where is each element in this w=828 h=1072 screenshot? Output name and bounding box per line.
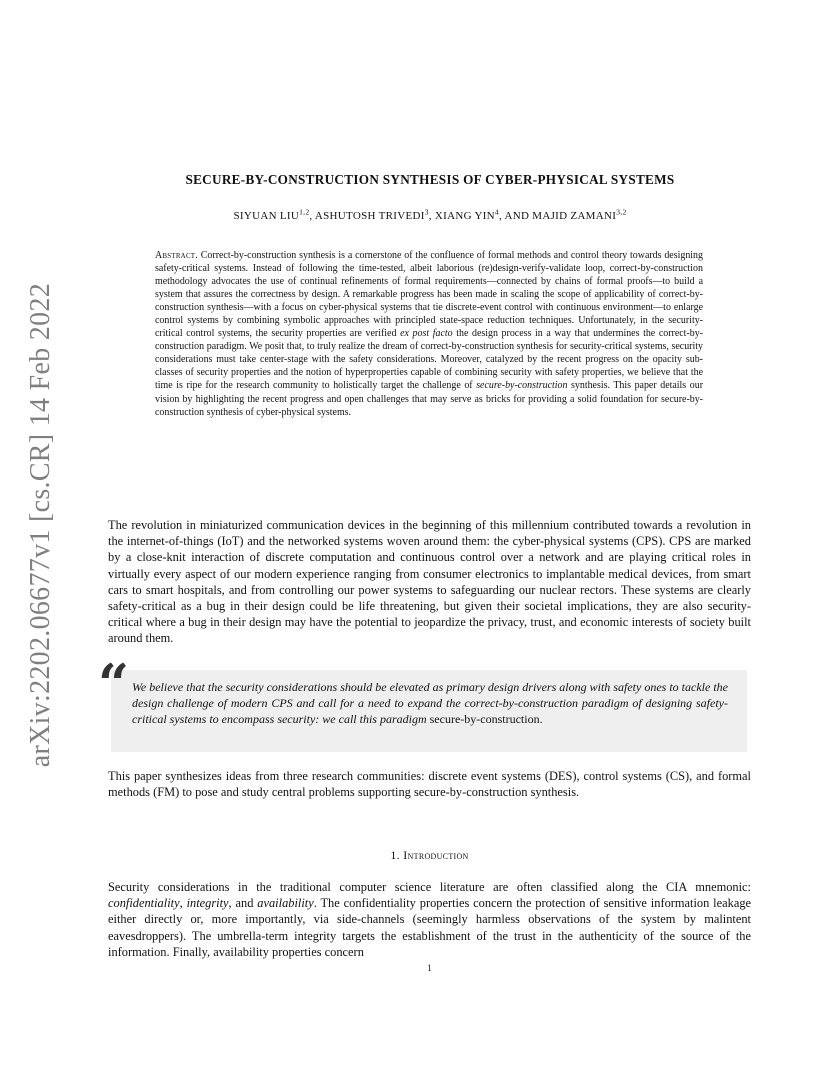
abstract-emphasis: ex post facto bbox=[400, 328, 453, 340]
author-name: , ASHUTOSH TRIVEDI bbox=[309, 210, 425, 222]
synthesis-paragraph: This paper synthesizes ideas from three research communities: discrete event systems (DES), control systems (CS), and formal methods (FM) to pose and study central problems supporting secure-by-construction synthesis. bbox=[108, 769, 751, 800]
affiliation-mark: 4 bbox=[494, 207, 499, 217]
author-name: SIYUAN LIU bbox=[233, 210, 300, 222]
abstract-text: Correct-by-construction synthesis is a cornerstone of the confluence of formal methods and control theory towards designing safety-critical systems. Instead of following the time-tested, albeit laborious (re)design-verify-validate loop, correct-by-construction methodology advocates the use of continual refinements of formal requirements—connected by chains of formal proofs—to build a system that assures the correctness by design. A remarkable progress has been made in scaling the scope of applicability of correct-by-construction synthesis—with a focus on cyber-physical systems that tie discrete-event control with continuous environment—to enlarge control systems by combining symbolic approaches with principled state-space reduction techniques. Unfortunately, in the security-critical control systems, the security properties are verified bbox=[155, 250, 703, 340]
quote-term: secure-by-construction. bbox=[429, 712, 543, 726]
arxiv-identifier: arXiv:2202.06677v1 [cs.CR] 14 Feb 2022 bbox=[25, 282, 56, 768]
section-heading bbox=[108, 848, 751, 863]
cia-text: Security considerations in the traditional computer science literature are often classified along the CIA mnemonic: bbox=[108, 880, 751, 894]
quote-mark-icon: “ bbox=[98, 652, 130, 716]
quote-text bbox=[132, 679, 728, 727]
abstract-text: synthesis. This paper details our vision by highlighting the recent progress and open challenges that may serve as bricks for providing a solid foundation for secure-by-construction synthesis of cyber-physical systems. bbox=[155, 380, 704, 418]
paper-title: SECURE-BY-CONSTRUCTION SYNTHESIS OF CYBER-PHYSICAL SYSTEMS bbox=[185, 172, 675, 187]
section-title: Introduction bbox=[403, 848, 469, 862]
page-number: 1 bbox=[427, 963, 432, 973]
cia-term: availability bbox=[257, 896, 314, 911]
arxiv-side-stamp bbox=[14, 282, 68, 768]
intro-paragraph: The revolution in miniaturized communication devices in the beginning of this millennium contributed towards a revolution in the internet-of-things (IoT) and the networked systems woven around them: the cyber-physical systems (CPS). CPS are marked by a close-knit interaction of discrete computation and continuous control over a network and are playing critical roles in virtually every aspect of our modern experience ranging from consumer electronics to implantable medical devices, from smart cars to smart hospitals, and from controlling our power systems to safeguarding our nuclear rectors. These systems are clearly safety-critical as a bug in their design could be life threatening, but given their societal implications, they are also security-critical where a bug in their design may have the potential to jeopardize the privacy, trust, and economic interests of society built around them. bbox=[108, 518, 751, 646]
section-number: 1. bbox=[390, 848, 404, 862]
author-name: , AND MAJID ZAMANI bbox=[498, 210, 617, 222]
abstract-text: the design process in a way that undermines the correct-by-construction paradigm. We posit that, to truly realize the dream of correct-by-construction synthesis for security-critical systems, security considerations must take center-stage with the safety considerations. Moreover, catalyzed by the recent progress on the opacity sub-classes of security properties and the notion of hyperproperties capable of combining security with safety properties, we believe that the time is ripe for the research community to holistically target the challenge of bbox=[155, 328, 703, 392]
cia-term: confidentiality bbox=[108, 896, 180, 911]
abstract-emphasis: secure-by-construction bbox=[476, 380, 568, 392]
quote-body: We believe that the security considerations should be elevated as primary design drivers along with safety ones to tackle the design challenge of modern CPS and call for a need to expand the correct-by-construction paradigm of designing safety-critical systems to encompass security: we call this paradigm bbox=[132, 680, 728, 726]
author-list bbox=[108, 207, 752, 222]
affiliation-mark: 1,2 bbox=[299, 207, 310, 217]
cia-paragraph bbox=[108, 879, 751, 960]
author-name: , XIANG YIN bbox=[428, 210, 495, 222]
cia-text: . The confidentiality properties concern the protection of sensitive information leakage either directly or, more importantly, via side-channels (seemingly harmless observations of the system by malintent eavesdroppers). The umbrella-term integrity targets the establishment of the trust in the authenticity of the source of the information. Finally, availability properties concern bbox=[108, 896, 752, 959]
affiliation-mark: 3 bbox=[424, 207, 429, 217]
cia-sep: , and bbox=[228, 896, 258, 911]
cia-term: integrity bbox=[186, 896, 229, 911]
abstract bbox=[155, 249, 703, 419]
cia-sep: , bbox=[179, 896, 187, 911]
abstract-label: Abstract. bbox=[155, 250, 198, 261]
affiliation-mark: 3,2 bbox=[616, 207, 627, 217]
